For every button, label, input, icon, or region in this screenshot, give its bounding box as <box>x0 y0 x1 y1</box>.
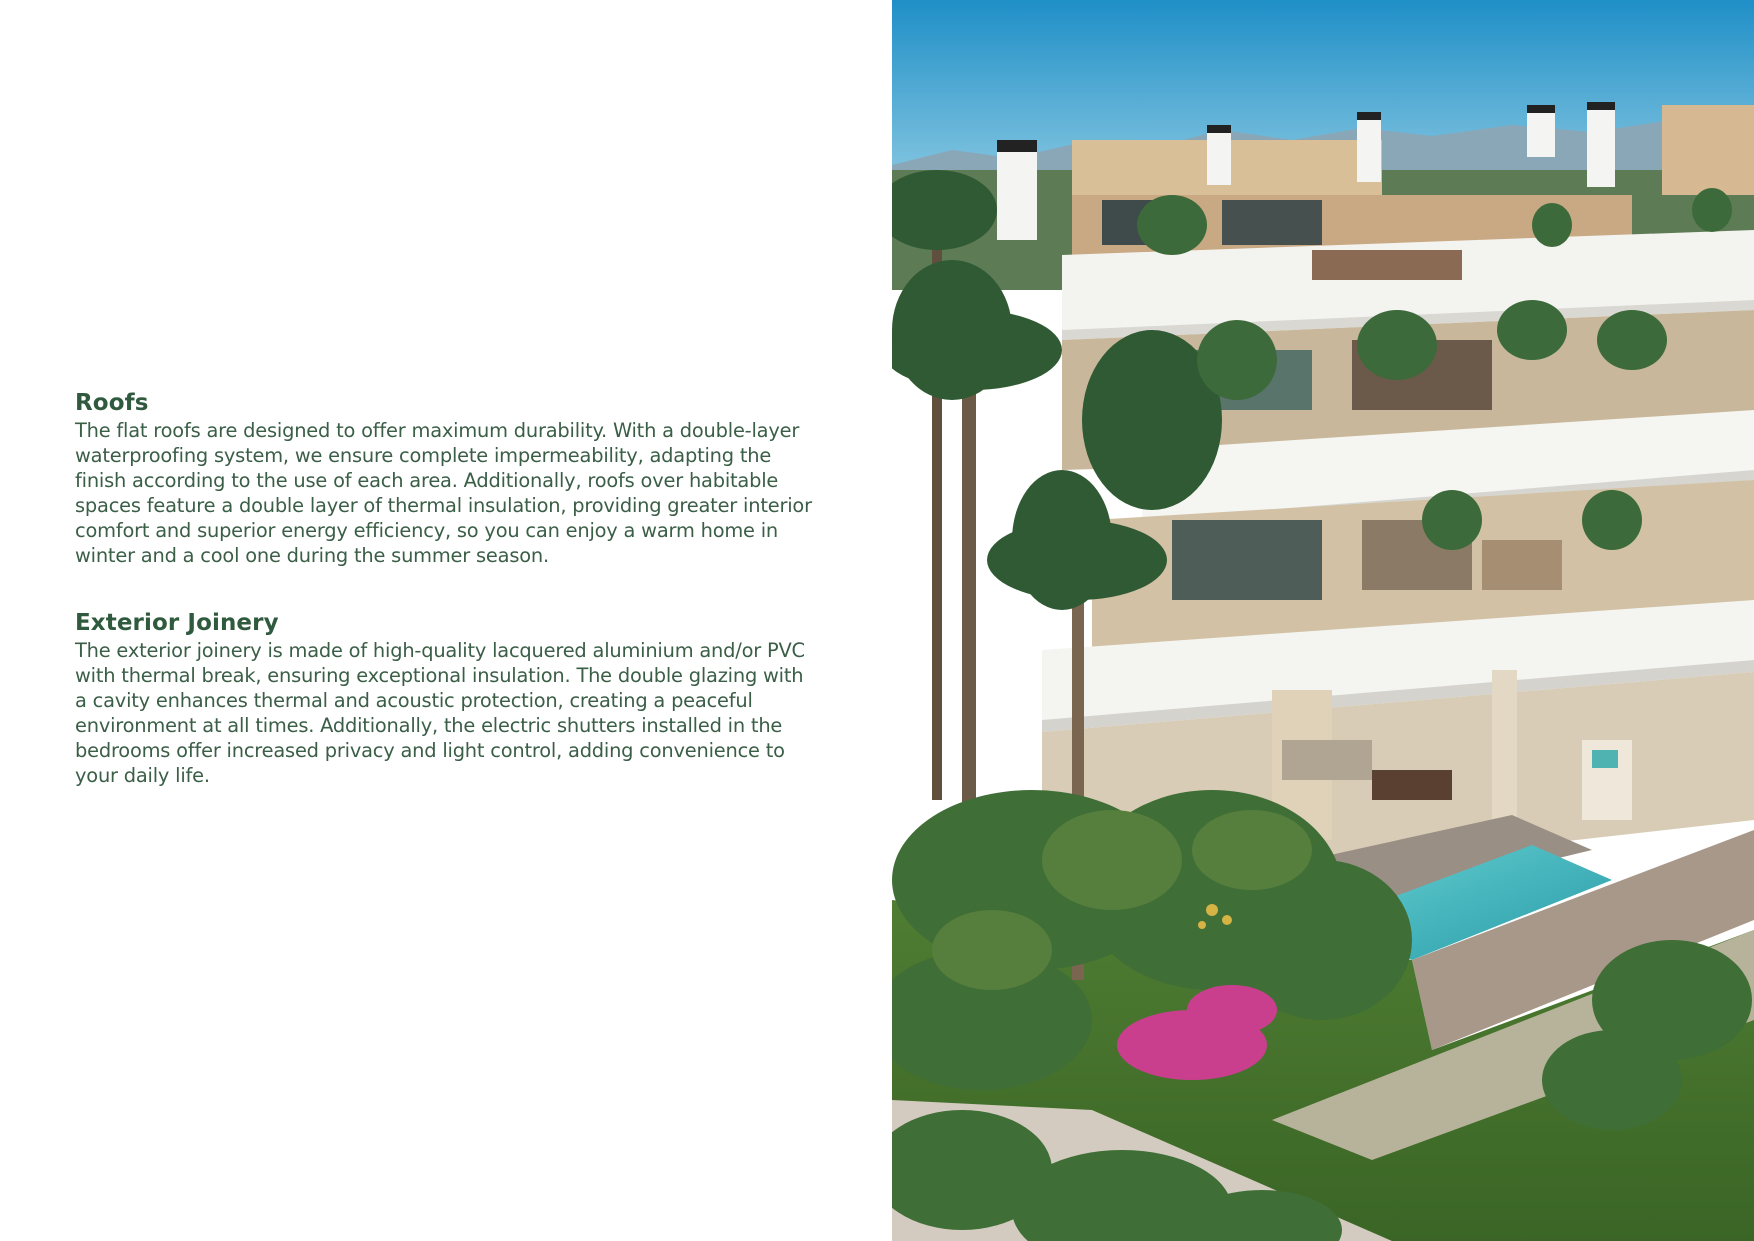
exterior-joinery-description: The exterior joinery is made of high-quality lacquered aluminium and/or PVC with thermal break, ensuring exceptional insulation. The double glazing with a cavity enhances thermal and acoustic protection, creating a peaceful environment at all times. Additionally, the electric shutters installed in the bedrooms offer increased privacy and light control, adding convenience to your daily life. <box>75 639 805 787</box>
exterior-joinery-heading: Exterior Joinery <box>75 610 279 636</box>
exterior-joinery-section <box>75 608 815 788</box>
roofs-section <box>75 388 815 568</box>
text-column <box>75 388 815 828</box>
building-render-image <box>892 0 1754 1241</box>
roofs-heading: Roofs <box>75 390 149 416</box>
roofs-description: The flat roofs are designed to offer maximum durability. With a double-layer waterproofing system, we ensure complete impermeability, adapting the finish according to the use of each area. Additionally, roofs over habitable spaces feature a double layer of thermal insulation, providing greater interior comfort and superior energy efficiency, so you can enjoy a warm home in winter and a cool one during the summer season. <box>75 419 812 567</box>
